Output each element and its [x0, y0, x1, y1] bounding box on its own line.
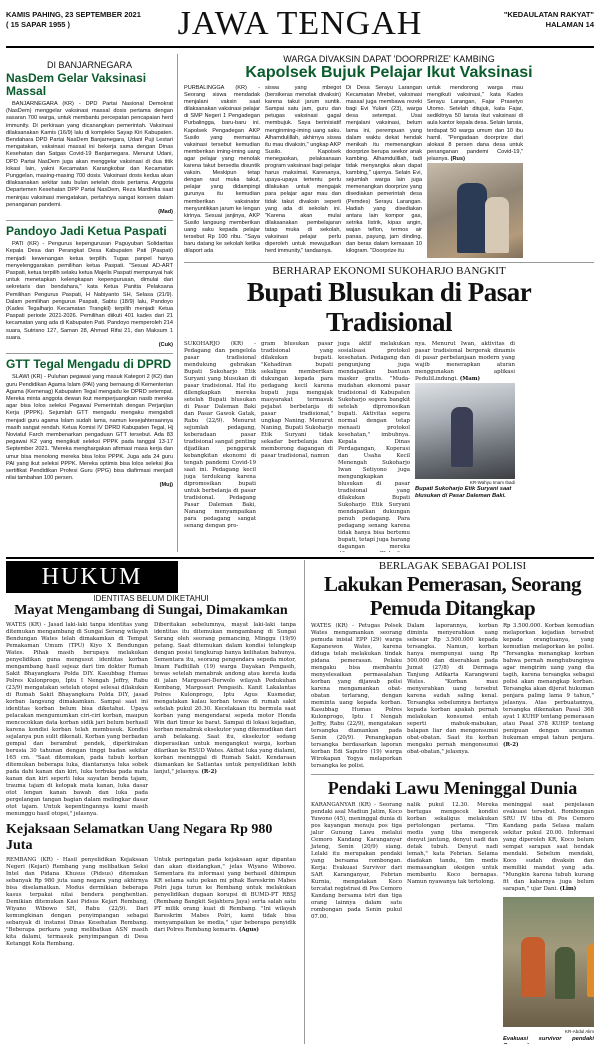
story-column: [154, 857, 296, 948]
story-column: [415, 341, 515, 383]
story-kicker: BERLAGAK SEBAGAI POLISI: [378, 560, 527, 572]
story-column-text: nya. Menurut Iwan, aktivitas di pasar tradisional bergerak dinamis di pasar perbelanjaan modern yang wajib menerapkan aturan menggunakan aplikasi PeduliLindungi.: [415, 341, 515, 382]
saka-date: ( 15 SAPAR 1955 ): [6, 20, 71, 29]
story-headline: Mayat Mengambang di Sungai, Dimakamkan: [14, 603, 288, 618]
story-kicker: IDENTITAS BELUM DIKETAHUI: [93, 594, 209, 603]
photo-caption: Bupati Sukoharjo Etik Suryani saat blusukan di Pasar Daleman Baki.: [415, 486, 512, 499]
story-column-text: kepala desa. Selain lansia, terdapat 50 warga umum dan 10 ibu hamil. "Pengadaan doorprize dari alokasi 8 persen dana desa untuk penanganan pandemi Covid-19," jelasnya.: [427, 120, 523, 162]
story-headline: Pendaki Lawu Meninggal Dunia: [311, 774, 594, 799]
masthead: [6, 4, 594, 48]
story-column-text: Diberitakan sebelumnya, mayat laki-laki tanpa identitas itu ditemukan mengambang di Sungai Serang oleh seorang pemancing, Minggu (19/9) petang. Saat ditemukan dalam kondisi telungkup dengan posisi tengkurap hanya kelihatan bahunya. Sementara itu, seorang pengendara sepeda motor, Imam Fadhillah (19) warga Dayakan Pengasih, tewas setelah menabrak andong atau kereta kuda di jalan Margosari-Derwolo wilayah Pedukuhan Kembang, Margosari Pengasih. Kanit Lakalantas Polres Kulonprogo, Iptu Agus Kusmedar, mengatakan kalau korban tewas di rumah sakit setelah pukul 20.30. Kecelakaan itu bermula saat korban yang mengendarai sepeda motor Honda Win dari timur ke barat. Sampai di lokasi kejadian, korban menabrak eksekutor yang dikemudikan dari arah belakang. Saat itu, eksekutor sedang dioperasikan untuk mengangkut warga, korban dilarikan ke RSUD Wates. Akibat luka yang dialami, korban meninggal di Rumah Sakit. Kendaraan diamankan ke Satlantas untuk penyelidikan lebih lanjut," jelasnya.: [154, 622, 296, 775]
story-columns: [184, 341, 594, 552]
story-column: [427, 85, 523, 163]
story-columns: [6, 857, 296, 948]
author-initials: (Agus): [238, 927, 259, 933]
story-column: nalik pukul 12.30. Mereka bertugas mengecek kondisi korban sekaligus melakukan pertolongan pertama. "Tim medis yang tiba mengecek denyut jantung, denyut nadi dan detak tubuh. Denyut nadi lemah," kata Febrian. Selama diadakan tandu, tim medis memasangkan oksigen untuk membantu Koco bernapas. Namun nyawanya tak tertolong.: [407, 802, 498, 885]
author-initials: (Lim): [559, 886, 577, 892]
photo-block: [415, 341, 515, 552]
story-column: [503, 623, 594, 770]
sidebar-kicker: DI BANJARNEGARA: [46, 60, 133, 70]
sukoharjo-story: [184, 262, 594, 552]
story-columns: [6, 622, 296, 818]
article-headline-pandoyo: Pandoyo Jadi Ketua Paspati: [6, 224, 167, 239]
author-initials: (Cuk): [158, 342, 173, 349]
page-number: HALAMAN 14: [545, 20, 594, 29]
author-initials: (R-2): [503, 742, 519, 748]
photo-figure: [485, 197, 509, 253]
photo-figure: [555, 947, 575, 999]
story-column: Dalam laporannya, korban diminta menyerahkan uang sebesar Rp 3.500.000 kepada tersangka. Namun, korban hanya mempunyai uang Rp 500.000 dan diserahkan pada Jumat (27/8) di Dermaga Tanjung Adikarta Karangwuni Wates. "Korban mau menyerahkan uang tersebut karena sudah saling kenal. Tersangka sebelumnya bertanya kepada korban apakah pernah melakukan konsumsi entah seperti mabuk-mabukan, balapan liar dan mengonsumsi obat-obatan. Saat itu korban mengaku pernah mengonsumsi obat-obatan," jelasnya.: [407, 623, 498, 755]
divider: [6, 220, 173, 221]
regional-news-sidebar: [6, 54, 178, 552]
article-paragraph: PATI (KR) - Pengurus kepengurusan Paguyuban Solidaritas Kepala Desa dan Perangkat Desa Kabupaten Pati (Paspati) menjadi kewenangan ketua terpilih. Tugas panpel hanya menyelenggarakan pemilihan ketua Paspati. "Sesuai AD-ART Paspati, ketua terpilih selaku ketua Majelis Paspati mempunyai hak untuk menetapkan kelengkapan kepengurusan, dimulai dari sekretaris dan bendahara," kata Ketua Panitia Pelaksana Pemilihan Pengurus Paspati, H Nabiyanto SH, Selasa (21/9). Dalam pemilihan pengurus Paspati, Sabtu (18/9) lalu, Pandoyo (Kades Tegalharjo Kecamatan Trangkil) terpilih menjadi Ketua Paspati periode 2021-2026. Pemilihan diikuti 401 kades dari 21 kecamatan yang ada di Kabupaten Pati. Pandoyo memperoleh 214 suara, Sutrisno 127, Saman 28, Ahmad Rifai 21, dan Maksum 1 suara.: [6, 241, 173, 341]
story-column: [503, 802, 594, 1044]
photo-caption: Evakuasi survivor pendaki: [503, 1036, 594, 1042]
article-body-gtt: [6, 374, 173, 489]
story-column: KARANGANYAR (KR) - Seorang pendaki asal Madiun Jatim, Koco Yuwono (45), meninggal dunia di pos kayangan menuju pos tiga jalur Gunung Lawu melalui Cemoro Kandang Karanganyar Jateng, Senin (20/9) siang. Lelaki itu merupakan pendaki yang bersama rombongan. Kerja: Evakuasi Survivor dari SAR Karanganyar, Febrian Kurnia, mengatakan Koco tercatat registrasi di Pos Cemoro Kandang bersama istri dan tiga orang lainnya dalam satu rombongan pada Senin pukul 07.00.: [311, 802, 402, 920]
story-headline: Kejaksaan Selamatkan Uang Negara Rp 980 Juta: [6, 822, 273, 853]
story-column-text: meninggal saat penjelasan evakuasi tersebut. Rombongan SRU IV tiba di Pos Cemoro Kandang pada Selasa malam sekitar pukul 20.00. Informasi yang diperoleh KR, Koco belum sempat sarapan saat hendak mendaki. Sebelum mendaki, Koco sudah divaksin dan memiliki mandat yang ada. "Mungkin karena tubuh kurang fit dan kabarnya juga belum sarapan," ujar Dani.: [503, 802, 594, 892]
photo-credit: KR-Wahyu Imam Ibadi: [469, 480, 515, 485]
story-kicker: BERHARAP EKONOMI SUKOHARJO BANGKIT: [272, 265, 506, 277]
news-photo: [503, 897, 594, 1027]
story-column: REMBANG (KR) - Hasil penyelidikan Kejaksaan Negeri (Kejari) Rembang yang melibatkan Seksi Intel dan Pidana Khusus (Pidsus) ditemukan sebanyak Rp 980 juta uang negara yang akhirnya bisa diselamatkan. Modus dermikian beberapa kasus terpakai nilai bendera penghentian. Demikian ditemukan Kasi Pidsus Kejari Rembang, Wiyano Wibowo SH, Rabu (22/9). Dari kemungkinan dengan penyimpangan sebagai sebanyak di instansi Dinas Kesehatan Rembang. "Beberapa perkara yang melibatkan ASN masih kita dalami, termasuk penyimpangan di Desa Ketanggi Kota Rembang.: [6, 857, 148, 947]
story-column: WATES (KR) - Jasad laki-laki tanpa identitas yang ditemukan mengambang di Sungai Serang wilayah Bendungan Wates telah dimakamkan di Tempat Pemakaman Umum (TPU) Kiyo X Bendungan Wates. Pihak masih berupaya melakukan penyelidikan guna mengusut identitas korban mengambang hasil sejeaz dari tim dokter Rumah Sakit Bhayangkara Polda DIY. Kasubbag Humas Polres Kulonprogo, Iptu I Nengah Jeffry, Rabu (23/9) mengatakan setelah otopsi selesai dilakukan di Rumah Sakit Bhayangkara Polda DIY, jasad korban langsung dimakamkan. Sampai saat ini identitas korban belum bisa diketahui. Upaya pelacakan mengumumkan ciri-ciri korban, maupun mencocokkan data korban sidik jari belum berhasil karena kondisi korban telah membusuk. Kondisi sejalanya pun sulit dikenali. Korban yang berbadan gempal dan berambut pendek, diperkirakan berusia 30 tahunan dengan tinggi badan sekitar 165 cm. "Saat ditemukan, pada tubuh korban ditemukan beberapa luka, diantaranya luka sobek pada dahi kanan dan kiri, luka terbuka pada mata kanan dan kiri seperti luka sayatan benda tajam, trauma tajam di kelopak mata kanan, luka dasar otot lengan kanan bawah dan luka pada pergelangan tangan bagian dalam melingkar dasar otot tajam. Untuk kepentingannya kami masih menunggu hasil otopsi," jelasnya.: [6, 622, 148, 817]
news-photo: [415, 383, 515, 479]
story-column: WATES (KR) - Petugas Polsek Wates mengamankan seorang pemuda inisial EPP (29) warga Kapanewon Wates, karena diduga telah melakukan tindak pidana pemerasan. Pelaku mengaku bisa membantu menyelesaikan permasalahan korban yang dijawab polisi karena mengamankan obat-obatan terlarang, dengan meminta uang kepada korban. Kasubbag Humas Polres Kulonprogo, Iptu I Nengah Jeffry, Rabu (22/9), mengatakan tersangka diamankan pada Senin (20/9). Penangkapan tersangka berdasarkan laporan korban Edi Saputro (19) warga Wirokapan Yogya melaporkan tersangka ke polisi.: [311, 623, 402, 769]
law-right-column: [304, 560, 594, 1044]
article-headline-gtt: GTT Tegal Mengadu di DPRD: [6, 357, 172, 372]
author-initials: (Rus): [450, 155, 465, 162]
photo-figure: [451, 407, 473, 467]
story-headline: Kapolsek Bujuk Pelajar Ikut Vaksinasi: [245, 64, 533, 81]
photo-figure: [521, 937, 545, 997]
story-column-text: Rp 3.500.000. Korban kemudian melaporkan kejadian tersebut kepada orangtuanya, yang kemudian melaporkan ke polisi. "Tersangka menangkap korban bahwa pernah menghubunginya agar mengirim uang yang dia tagih, karena tersangka sebagai polisi akan menangkap korban. Tersangka akan dijerat hukuman penjara paling lama 9 tahun," jelasnya. Atas perbuatannya, tersangka dikenakan Pasal 368 ayat 1 KUHP tentang pemerasan atau Pasal 378 KUHP tentang penipuan dengan ancaman hukuman empat tahun penjara.: [503, 623, 594, 741]
article-body-nasdem: [6, 101, 173, 216]
article-paragraph: SLAWI (KR) - Puluhan pegawai yang masuk Kategori 2 (K2) dan guru Pendidikan Agama Islam (PAI) yang bernaung di Kementerian Agama (Kemenag) Kabupaten Tegal mengadu ke DPRD setempat. Mereka minta anggota dewan ikut memperjuangkan nasib mereka agar bisa lolos seleksi Pegawai Pemerintah dengan Perjanjian Kerja (PPPK). Sejumlah GTT mengadu mengaku mengabdi menjadi guru agama Islam sudah lama, namun kesejahteraannya masih sangat rendah. Ketua Komisi IV DPRD Kabupaten Tegal, Hj Noviatul Farch membenarkan pengaduan GTT tersebut. Ada 83 pegawai K2 yang mengikuti seleksi PPPK pada tanggal 13-17 September 2021. "Mereka menghargakan afirmasi masa kerja dan umur bisa menolong mereka bisa lolos PPPK. Juga ada 24 guru PAI yang ikut seleksi PPPK. Mereka optimis bisa lolos seleksi jika sertifikat Pendidikan Profesi Guru (PPG) bisa diafirmasi menjadi nilai tambahan 100 persen.: [6, 374, 173, 482]
story-column: PURBALINGGA (KR) - Seorang siswa mendadak menjalani vaksin saat dilaksanakan vaksinasi pelajar di SMP Negeri 1 Pengadegan Purbalingga, baru-baru ini. Kapolsek Pengadegan AKP Susilo yang memantau vaksinasi tersebut kemudian memberikan iming-iming uang agar pelajar yang menolak karena takut bersedia disuntik vaksin. Meskipun tetap dengan raut muka takut, pelajar yang didampingi gurunya itu kemudian memberikan vaksinator menyuntikkan jarum ke lengan kirinya. Sesuai janjinya, AKP Susilo langsung memberikan uang saku kepada pelajar tersebut Rp 100 ribu. "Saya baru datang ke sekolah ketika dilaport ada: [184, 85, 260, 255]
story-column: gram blusukan pasar tradisional yang dilakukan bupati. "Kehadiran bupati sekaligus memberikan dukungan kepada para pedagang kecil karena bupati juga mengajak masyarakat termasuk pejabat berbelanja di pasar tradisional," ungkap Naning. Menurut Naning, Bupati Sukoharjo Etik Suryani tidak sekadar berbelanja dan memborong dagangan di pasar tradisional, namun: [261, 341, 333, 459]
author-initials: (Mad): [158, 209, 173, 216]
story-column: Di Desa Serayu Larangan Kecamatan Mrebet, vaksinasi massal juga membawa rezeki bagi Evi Yulani (23), warga desa setempat. Usai menjalani vaksinasi, belum lama ini, perempuan yang dalam waktu dekat hendak menikah itu memenangkan doorprize berupa seekor anak kambing. Alhamdulillah, tadi tidak menyangka akan dapat kambing," ujarnya. Selain Evi, sejumlah warga lain juga memenangkan doorprize yang disediakan pemerintah desa (Pemdes) Serayu Larangan. Hadiah yang disediakan antara lain kompor gas, setrika listrik, kipas angin, wajan teflon, termos air panas, payung, jam dinding, dan beras dalam kemasan 10 kilogram. "Doorprize itu: [346, 85, 422, 255]
photo-figure: [457, 183, 487, 253]
issue-date: KAMIS PAHING, 23 SEPTEMBER 2021: [6, 10, 141, 19]
story-columns: [184, 85, 594, 258]
vaccination-story: [184, 54, 594, 258]
story-column-text: Untuk peringatan pada kejaksaan agar dipantau dan akan disidangkan," jelas Wiyano Wibowo. Sementara itu informasi yang berhasil dihimpun KR selama satu pekan mi pihak Bareskrim Mabes Polri juga turun ke Rembang untuk melakukan penyelidikan dugaan korupsi di BUMD-PT RBSJ (Rembang Bangkit Sejahtera Jaya) serta salah satu PT milik orang kuat di Rembang. "Ini wilayah Bareskrim Mabes Polri, kami tidak bisa menyampaikan ke media," ujar beberapa penyidik dari Polres Rembang kemarin.: [154, 857, 296, 933]
story-headline: Bupati Blusukan di Pasar Tradisional: [246, 277, 532, 337]
photo-figure: [587, 943, 594, 997]
article-headline-nasdem: NasDem Gelar Vaksinasi Massal: [6, 71, 147, 98]
newspaper-section-title: JAWA TENGAH: [177, 5, 423, 42]
author-initials: (R-2): [201, 769, 217, 775]
story-kicker: WARGA DIVAKSIN DAPAT 'DOORPRIZE' KAMBING: [283, 54, 495, 64]
article-paragraph: BANJARNEGARA (KR) - DPD Partai Nasional Demokrat (NasDem) menggelar vaksinasi massal dosis pertama dengan sasaran 700 warga, untuk membantu percepatan pencapaian herd immunity. Di perkiraan yang dicanangkan pemerintah. Vaksinasi dilaksanakan Kamis (16/9) lalu di kompleks Sayap Kiri Kabupaten. Bendahara DPD Partai NasDem Banjarnegara, Udani Puji Lestari mengatakan, vaksinasi massal ini bekerja sama dengan Dinas Kesehatan dan Satgas Covid-19 Banjarnegara. Menurut Udani, DPD Partai NasDem juga akan menggelar vaksinasi di dua titik lokasi lain, yakni Kecamatan Karangkobar dan Kecamatan Punggelan, masing-masing 700 dosis. Vaksinasi dosis kedua akan dilaksanakan sekitar satu bulan setelah dosis pertama. Anggota Departemen Kesehatan DPP Partai NasDem, Reza Mardhika saat meninjau vaksinasi mengatakan, pertahnya sangat konsen dalam penanganan pandemi.: [6, 101, 173, 208]
author-initials: (Muj): [159, 482, 173, 489]
story-headline: Lakukan Pemerasan, Seorang Pemuda Ditangkap: [323, 572, 582, 620]
story-columns: [311, 623, 594, 770]
story-column-text: untuk mendorong warga mau mengikuti vaksinasi," kata Kades Serayu Larangan, Fajar Prasetyo Utomo. Setelah ditujuk, kata Fajar, sedikitnya 50 lansia ikut vaksinasi di aula kantor: [427, 85, 523, 127]
law-left-column: [6, 594, 296, 1044]
story-column: [154, 622, 296, 818]
photo-credit: KR-Abdul Alim: [564, 1029, 594, 1034]
story-column: juga aktif melakukan sosialisasi protokol kesehatan. Pedagang dan pengunjung juga mendapatkan bantuan masker gratis. "Muda-mudahan ekonomi pasar tradisional di Kabupaten Sukoharjo segera bangkit setelah dipromosikan bupati. Aktivitas segera normal dengan tetap menaati protokol kesehatan," imbuhnya. Kepala Dinas Perdagangan, Koperasi dan Usaha Kecil Menengah Sukoharjo Iwan Setiyono juga mengungkapkan blusukan di pasar tradisional yang dilakukan Bupati Sukoharjo Etik Suryani mendapatkan dukungan penuh pedagang. Para pedagang senang karena tidak hanya bisa bertemu bupati, tetapi juga barang dagangan mereka: [338, 341, 410, 550]
story-column: siswa yang mbegot (bersikeras menolak divaksin) karena takut jarum suntik. Sampai satu jam, guru dan petugas vaksinasi gagal membujuk. Saya berinisiatif menginming-iming uang saku. Alhamdulillah, akhirnya siswa itu mau divaksin," ungkap AKP Susilo. Kapolsek menegaskan, pelaksanaan program vaksinasi bagi pelajar harus maksimal. Karenanya, upaya-upaya tertentu perlu dilakukan untuk mengajak para pelajar agar mau dan tidak takut divaksin seperti yang ada di sekolah ini. "Karena akan mulai dilaksanakan pembelajaran tatap muka di sekolah, vaksinasi pelajar perlu diperoleh untuk mewujudkan herd immunity," tandasnya.: [265, 85, 341, 255]
story-columns: [311, 802, 594, 1044]
divider: [6, 353, 173, 354]
story-column: SUKOHARJO (KR) - Pedagang dan pengelola pasar tradisional mendukung gebrakan Bupati Sukoharjo Etik Suryani yang blusukan di pasar tradisional. Hal itu dilengkapkan mereka setelah Bupati blusukan di Pasar Daleman Baki dan Pasar Gawok Gatak, Rabu (22/9). Menurut sejumlah pedagang, keberadaan pasar tradisional sangat penting dijadikan penggerak kebangkitan ekonomi di tengah pandemi Covid-19 saat ini. Pedagang kecil juga terdukung karena dipromosikan bupati untuk berbelanja di pasar tradisional. Pedagang Pasar Daleman Baki, Nanang menyampaikan para pedagang sangat senang dengan pro-: [184, 341, 256, 529]
newspaper-motto: "KEDAULATAN RAKYAT": [503, 10, 594, 19]
section-label: HUKUM: [6, 561, 178, 593]
news-photo: [427, 163, 523, 258]
article-body-pandoyo: [6, 241, 173, 349]
photo-block: [427, 85, 523, 258]
author-initials: (Mam): [459, 376, 480, 382]
masthead-right-block: [504, 10, 594, 30]
